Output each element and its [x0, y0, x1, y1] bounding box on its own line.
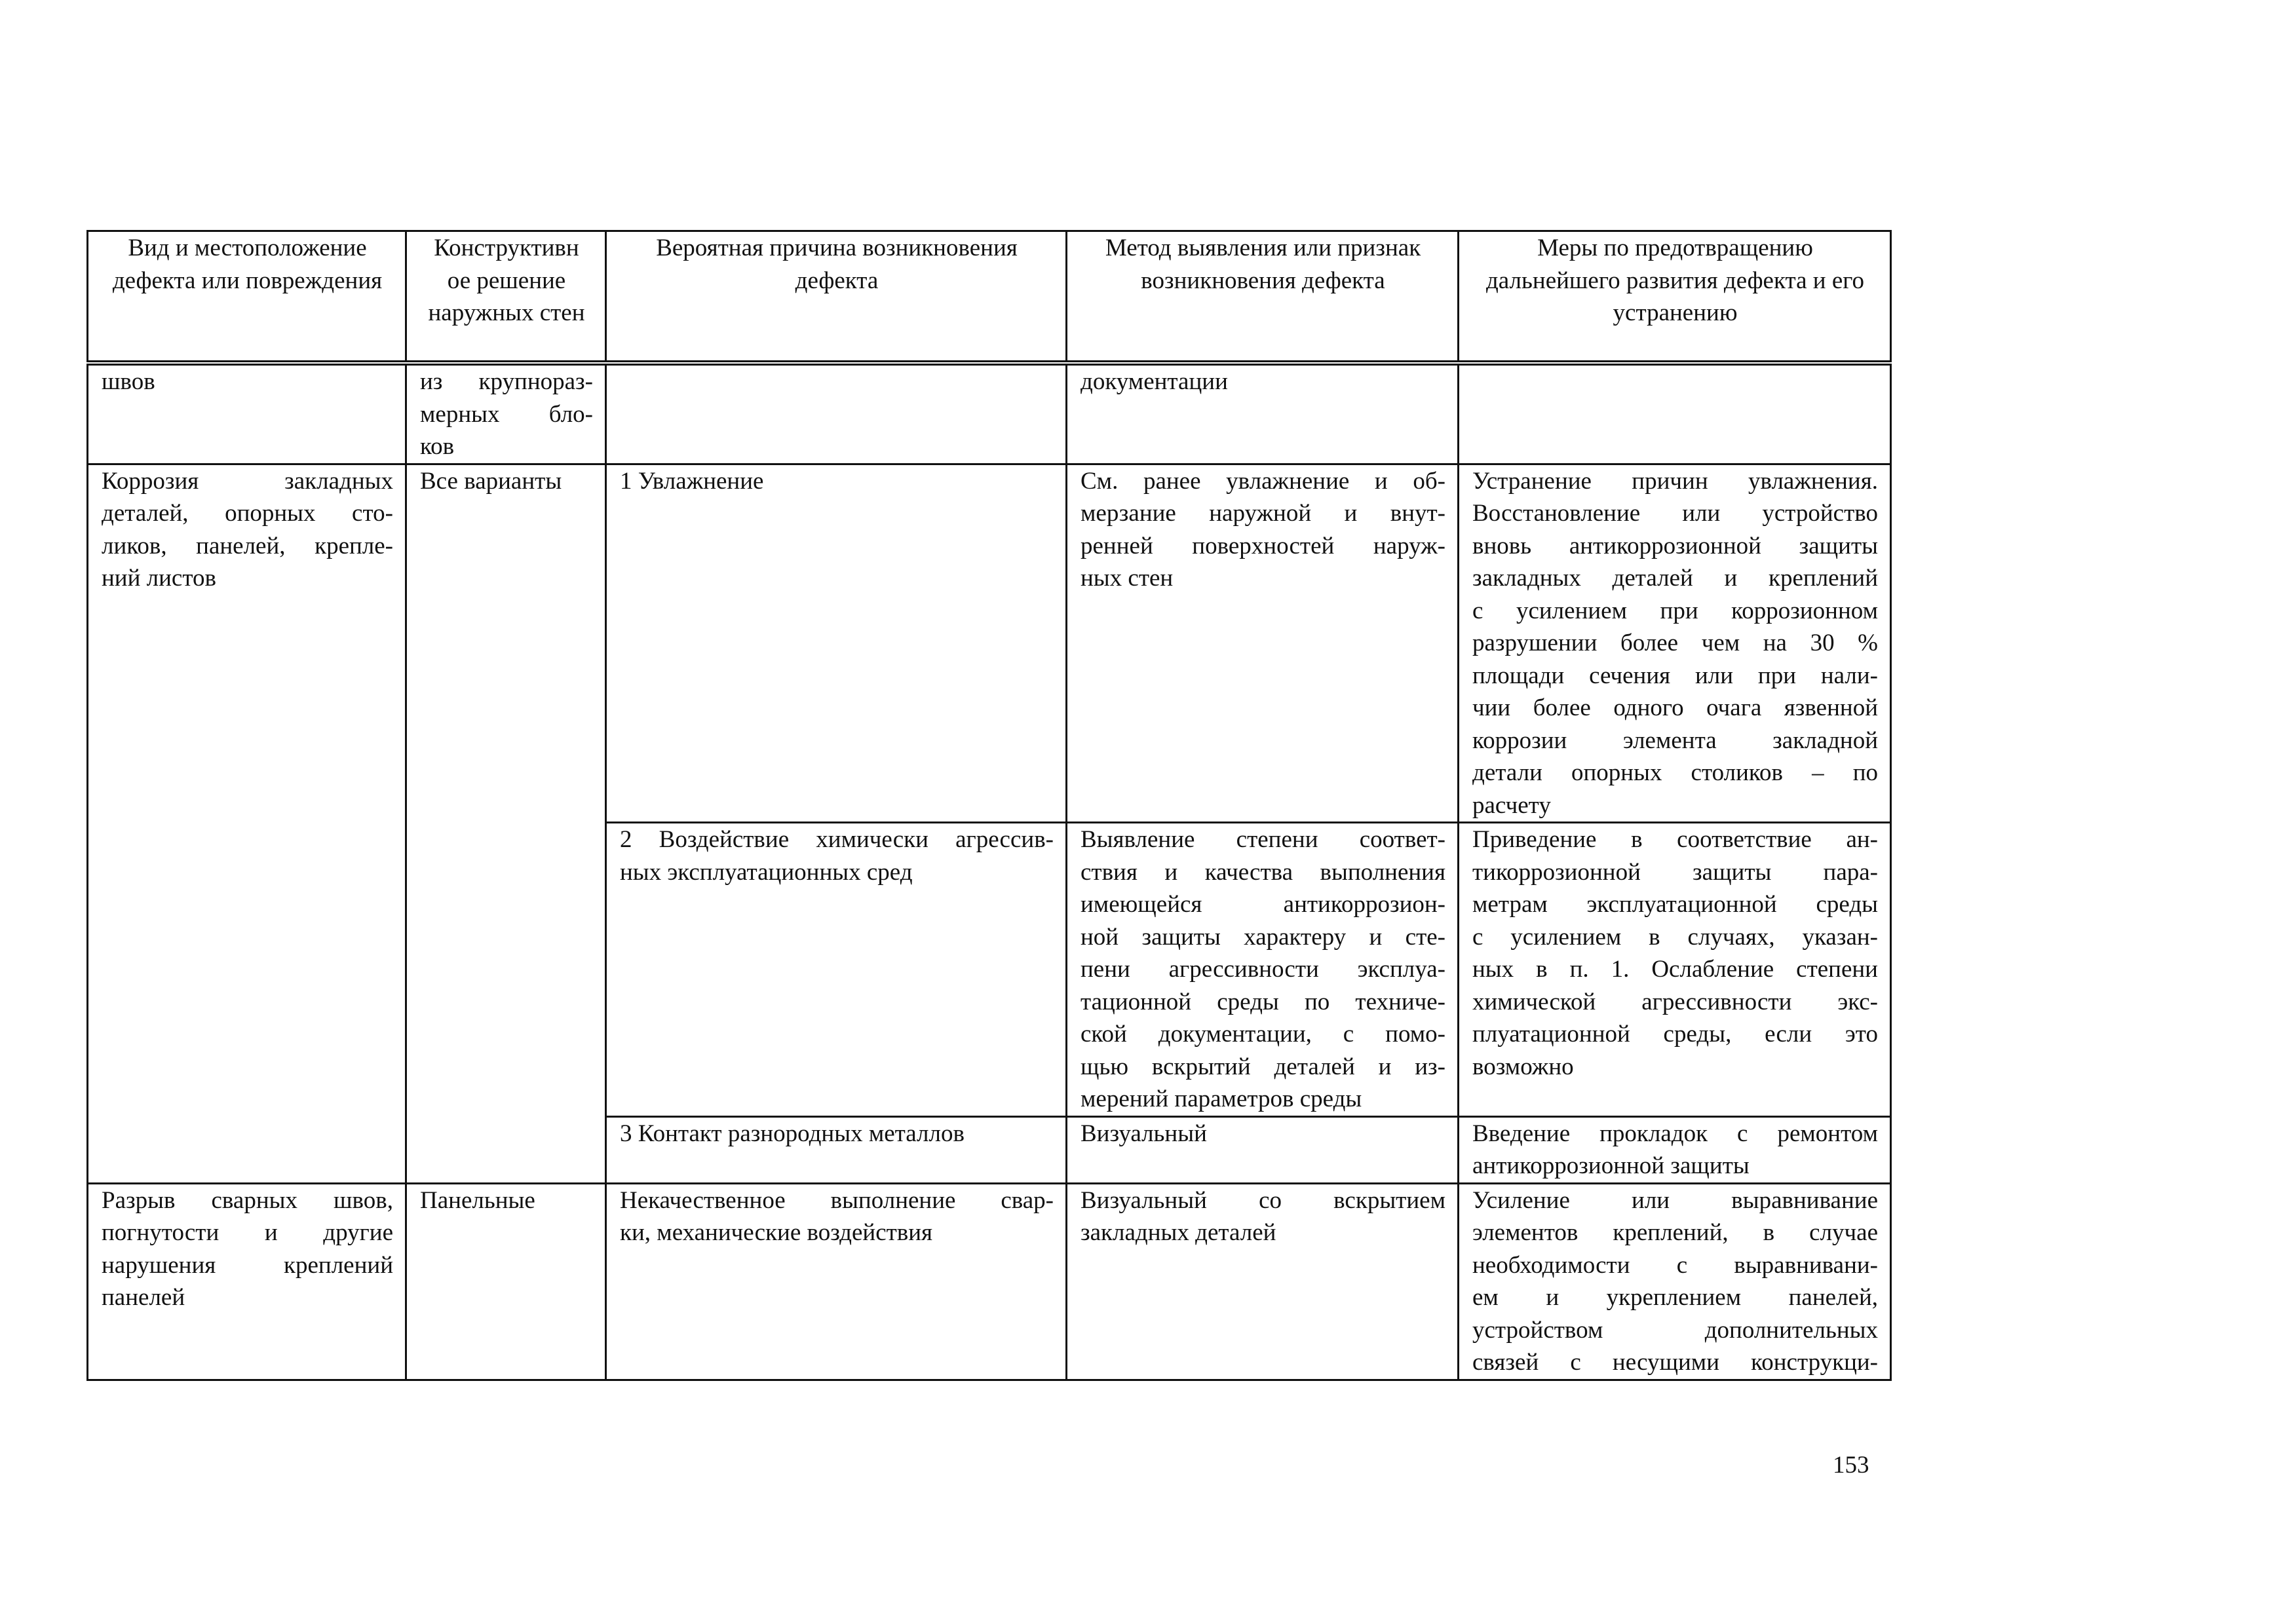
cell-line: метрам эксплуатационной среды — [1472, 891, 1878, 918]
cell-line: Некачественное выполнение свар- — [620, 1186, 1054, 1214]
cell-line: имеющейся антикоррозион- — [1081, 891, 1445, 918]
cell-line: ной защиты характеру и сте- — [1081, 923, 1445, 951]
cell-line: ков — [420, 433, 455, 460]
cell-defect: швов — [88, 363, 406, 464]
cell-defect — [88, 464, 406, 1183]
cell-line: чии более одного очага язвенной — [1472, 694, 1878, 721]
cell-line: ренней поверхностей наруж- — [1081, 532, 1445, 559]
cell-line: См. ранее увлажнение и об- — [1081, 467, 1445, 495]
cell-method — [1067, 464, 1459, 823]
cell-line: Приведение в соответствие ан- — [1472, 826, 1878, 853]
cell-line: расчету — [1472, 791, 1551, 819]
header-wall-solution: Конструктивн ое решение наружных стен — [406, 231, 606, 364]
header-prevention-measures: Меры по предотвращению дальнейшего развития дефекта и его устранению — [1459, 231, 1891, 364]
cell-line: детали опорных столиков – по — [1472, 759, 1878, 786]
cell-measures — [1459, 363, 1891, 464]
cell-cause: 3 Контакт разнородных металлов — [606, 1116, 1067, 1183]
header-detection-method: Метод выявления или признак возникновения дефекта — [1067, 231, 1459, 364]
cell-method: Визуальный — [1067, 1116, 1459, 1183]
cell-line: антикоррозионной защиты — [1472, 1152, 1750, 1179]
cell-line: ний листов — [102, 565, 216, 592]
cell-cause — [606, 823, 1067, 1117]
cell-line: устройством дополнительных — [1472, 1316, 1878, 1344]
table-row — [88, 464, 1891, 823]
cell-line: необходимости с выравнивани- — [1472, 1251, 1878, 1279]
cell-line: тационной среды по техниче- — [1081, 988, 1445, 1015]
cell-measures — [1459, 1116, 1891, 1183]
cell-line: Усиление или выравнивание — [1472, 1186, 1878, 1214]
cell-line: панелей — [102, 1284, 185, 1311]
cell-line: тикоррозионной защиты пара- — [1472, 858, 1878, 886]
cell-line: коррозии элемента закладной — [1472, 727, 1878, 754]
cell-line: Визуальный со вскрытием — [1081, 1186, 1445, 1214]
cell-line: щью вскрытий деталей и из- — [1081, 1053, 1445, 1080]
cell-line: деталей, опорных сто- — [102, 500, 393, 527]
cell-line: мерзание наружной и внут- — [1081, 500, 1445, 527]
cell-line: ем и укреплением панелей, — [1472, 1284, 1878, 1311]
cell-line: плуатационной среды, если это — [1472, 1021, 1878, 1048]
cell-line: закладных деталей — [1081, 1219, 1276, 1246]
cell-method: документации — [1067, 363, 1459, 464]
cell-line: с усилением при коррозионном — [1472, 597, 1878, 624]
header-defect-type: Вид и местоположение дефекта или повреждения — [88, 231, 406, 364]
defects-table — [86, 230, 1892, 1381]
cell-line: ных стен — [1081, 565, 1174, 592]
cell-line: элементов креплений, в случае — [1472, 1219, 1878, 1246]
cell-line: Коррозия закладных — [102, 467, 393, 495]
cell-line: Восстановление или устройство — [1472, 500, 1878, 527]
page-number: 153 — [1833, 1452, 1869, 1479]
cell-line: ки, механические воздействия — [620, 1219, 933, 1246]
cell-cause: 1 Увлажнение — [606, 464, 1067, 823]
cell-line: ных эксплуатационных сред — [620, 858, 913, 886]
cell-measures — [1459, 823, 1891, 1117]
cell-cause — [606, 1183, 1067, 1380]
cell-line: химической агрессивности экс- — [1472, 988, 1878, 1015]
cell-line: мерений параметров среды — [1081, 1086, 1362, 1112]
cell-method — [1067, 823, 1459, 1117]
table-header-row — [88, 231, 1891, 364]
table-row — [88, 1183, 1891, 1380]
cell-method — [1067, 1183, 1459, 1380]
cell-line: связей с несущими конструкци- — [1472, 1349, 1878, 1376]
cell-line: Устранение причин увлажнения. — [1472, 467, 1878, 495]
cell-measures — [1459, 1183, 1891, 1380]
cell-defect — [88, 1183, 406, 1380]
cell-line: ликов, панелей, крепле- — [102, 532, 393, 559]
cell-line: Введение прокладок с ремонтом — [1472, 1120, 1878, 1147]
cell-line: погнутости и другие — [102, 1219, 393, 1246]
cell-line: пени агрессивности эксплуа- — [1081, 956, 1445, 983]
cell-measures — [1459, 464, 1891, 823]
cell-line: возможно — [1472, 1053, 1574, 1080]
cell-solution: Все варианты — [406, 464, 606, 1183]
cell-line: площади сечения или при нали- — [1472, 662, 1878, 689]
cell-line: вновь антикоррозионной защиты — [1472, 532, 1878, 559]
cell-solution: Панельные — [406, 1183, 606, 1380]
cell-line: с усилением в случаях, указан- — [1472, 923, 1878, 951]
cell-line: ской документации, с помо- — [1081, 1021, 1445, 1048]
header-probable-cause: Вероятная причина возникновения дефекта — [606, 231, 1067, 364]
table-row — [88, 363, 1891, 464]
cell-line: разрушении более чем на 30 % — [1472, 630, 1878, 656]
cell-line: 2 Воздействие химически агрессив- — [620, 826, 1054, 853]
cell-cause — [606, 363, 1067, 464]
cell-line: нарушения креплений — [102, 1251, 393, 1279]
cell-solution — [406, 363, 606, 464]
cell-line: ных в п. 1. Ослабление степени — [1472, 956, 1878, 983]
cell-line: Выявление степени соответ- — [1081, 826, 1445, 853]
cell-line: ствия и качества выполнения — [1081, 858, 1445, 886]
cell-line: закладных деталей и креплений — [1472, 565, 1878, 592]
cell-line: из крупнораз- — [420, 368, 593, 395]
cell-line: мерных бло- — [420, 400, 593, 428]
cell-line: Разрыв сварных швов, — [102, 1186, 393, 1214]
